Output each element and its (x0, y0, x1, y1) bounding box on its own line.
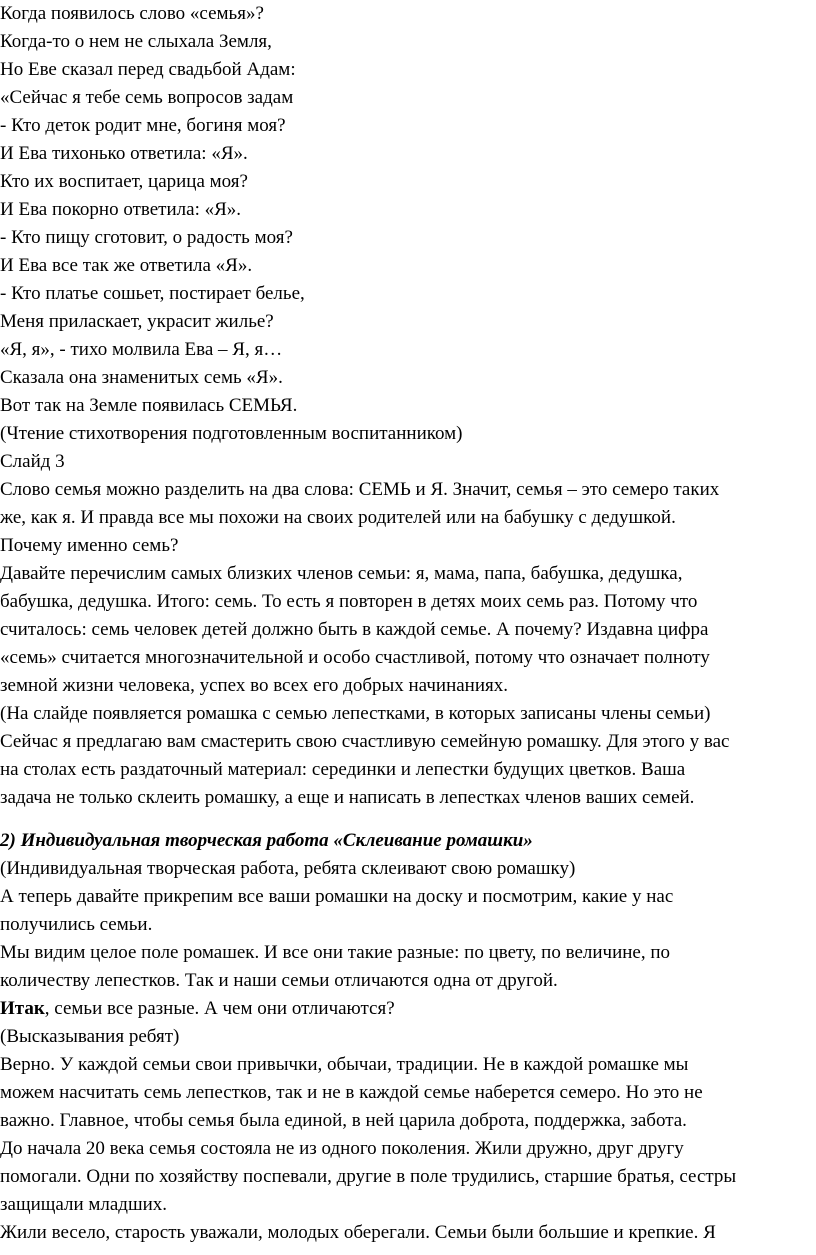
section-heading: 2) Индивидуальная творческая работа «Склеивание ромашки» (0, 830, 533, 851)
text-line (0, 995, 816, 1023)
text-line: И Ева покорно ответила: «Я». (0, 199, 242, 220)
text-line: на столах есть раздаточный материал: серединки и лепестки будущих цветков. Ваша (0, 759, 686, 780)
text-line: А теперь давайте прикрепим все ваши ромашки на доску и посмотрим, какие у нас (0, 886, 674, 907)
text-line: До начала 20 века семья состояла не из одного поколения. Жили дружно, друг другу (0, 1138, 684, 1159)
text-line: (Чтение стихотворения подготовленным воспитанником) (0, 423, 463, 444)
text-line: «семь» считается многозначительной и особо счастливой, потому что означает полноту (0, 647, 710, 668)
text-line: Мы видим целое поле ромашек. И все они такие разные: по цвету, по величине, по (0, 942, 671, 963)
text-line: Давайте перечислим самых близких членов семьи: я, мама, папа, бабушка, дедушка, (0, 563, 683, 584)
text-line: Когда появилось слово «семья»? (0, 3, 264, 24)
text-span: , семьи все разные. А чем они отличаются? (44, 998, 395, 1019)
text-line: (Индивидуальная творческая работа, ребята склеивают свою ромашку) (0, 858, 576, 879)
text-line: бабушка, дедушка. Итого: семь. То есть я повторен в детях моих семь раз. Потому что (0, 591, 698, 612)
text-line: помогали. Одни по хозяйству поспевали, другие в поле трудились, старшие братья, сестры (0, 1166, 737, 1187)
text-line: Кто их воспитает, царица моя? (0, 171, 248, 192)
text-line: считалось: семь человек детей должно быть в каждой семье. А почему? Издавна цифра (0, 619, 709, 640)
text-line: Слово семья можно разделить на два слова: СЕМЬ и Я. Значит, семья – это семеро таких (0, 479, 720, 500)
bold-word: Итак (0, 998, 45, 1019)
text-line: количеству лепестков. Так и наши семьи отличаются одна от другой. (0, 970, 558, 991)
text-line: Жили весело, старость уважали, молодых оберегали. Семьи были большие и крепкие. Я (0, 1222, 716, 1243)
text-line: можем насчитать семь лепестков, так и не в каждой семье наберется семеро. Но это не (0, 1082, 703, 1103)
text-line: - Кто пищу сготовит, о радость моя? (0, 227, 293, 248)
paragraph-gap (0, 812, 816, 827)
text-line: И Ева тихонько ответила: «Я». (0, 143, 248, 164)
text-line: (Высказывания ребят) (0, 1026, 180, 1047)
text-line: И Ева все так же ответила «Я». (0, 255, 253, 276)
text-line: Верно. У каждой семьи свои привычки, обычаи, традиции. Не в каждой ромашке мы (0, 1054, 689, 1075)
text-line: Меня приласкает, украсит жилье? (0, 311, 274, 332)
text-line: задача не только склеить ромашку, а еще и написать в лепестках членов ваших семей. (0, 787, 695, 808)
text-line: Сказала она знаменитых семь «Я». (0, 367, 283, 388)
text-line: Когда-то о нем не слыхала Земля, (0, 31, 272, 52)
text-line: «Я, я», - тихо молвила Ева – Я, я… (0, 339, 283, 360)
text-line: же, как я. И правда все мы похожи на своих родителей или на бабушку с дедушкой. (0, 507, 676, 528)
text-line: Сейчас я предлагаю вам смастерить свою счастливую семейную ромашку. Для этого у вас (0, 731, 730, 752)
text-line: (На слайде появляется ромашка с семью лепестками, в которых записаны члены семьи) (0, 703, 711, 724)
text-line: Почему именно семь? (0, 535, 179, 556)
text-line: «Сейчас я тебе семь вопросов задам (0, 87, 294, 108)
text-line: земной жизни человека, успех во всех его добрых начинаниях. (0, 675, 508, 696)
text-line: получились семьи. (0, 914, 153, 935)
text-line: защищали младших. (0, 1194, 168, 1215)
text-line: Вот так на Земле появилась СЕМЬЯ. (0, 395, 298, 416)
text-line: Но Еве сказал перед свадьбой Адам: (0, 59, 296, 80)
text-line: - Кто деток родит мне, богиня моя? (0, 115, 286, 136)
text-line: важно. Главное, чтобы семья была единой, в ней царила доброта, поддержка, забота. (0, 1110, 687, 1131)
text-line: - Кто платье сошьет, постирает белье, (0, 283, 305, 304)
text-line: Слайд 3 (0, 451, 65, 472)
